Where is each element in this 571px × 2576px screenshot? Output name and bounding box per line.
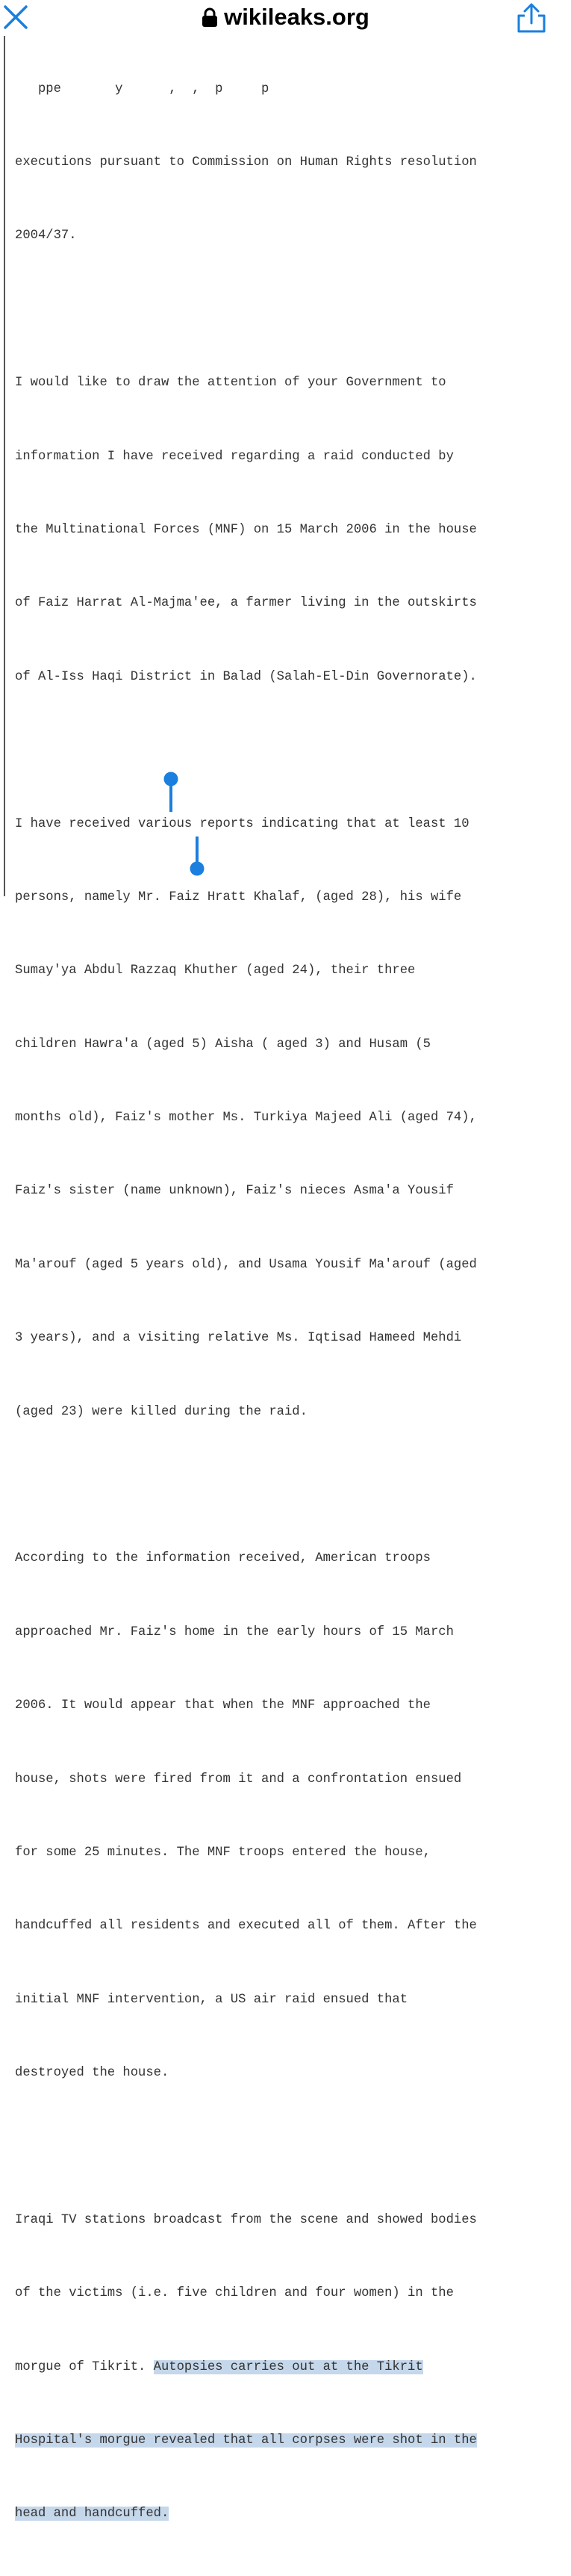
selected-text[interactable]: head and handcuffed. (15, 2507, 169, 2521)
text-line: information I have received regarding a raid conducted by (15, 449, 454, 464)
document-view[interactable] (0, 36, 571, 2521)
text-line: the Multinational Forces (MNF) on 15 March 2006 in the house (15, 522, 477, 537)
text-line: of Faiz Harrat Al-Majma'ee, a farmer living in the outskirts (15, 596, 477, 611)
text-line: destroyed the house. (15, 2066, 169, 2081)
text-span: morgue of Tikrit. (15, 2359, 154, 2374)
text-line: Ma'arouf (aged 5 years old), and Usama Yousif Ma'arouf (aged (15, 1257, 477, 1272)
address-bar[interactable] (0, 3, 571, 31)
text-line-with-selection (15, 2356, 567, 2380)
text-line: I would like to draw the attention of your Government to (15, 376, 446, 391)
selection-end-handle[interactable] (187, 835, 207, 877)
text-line: (aged 23) were killed during the raid. (15, 1404, 308, 1419)
share-icon[interactable] (515, 2, 548, 34)
text-line: According to the information received, American troops (15, 1551, 431, 1566)
document-text (15, 28, 567, 2576)
selected-text[interactable]: Autopsies carries out at the Tikrit (153, 2359, 423, 2374)
text-line: house, shots were fired from it and a confrontation ensued (15, 1772, 462, 1787)
url-text: wikileaks.org (224, 4, 369, 30)
text-line: of Al-Iss Haqi District in Balad (Salah-El-Din Governorate). (15, 669, 477, 684)
text-line: 2006. It would appear that when the MNF approached the (15, 1698, 431, 1713)
text-line: for some 25 minutes. The MNF troops entered the house, (15, 1845, 431, 1860)
browser-toolbar (0, 0, 571, 36)
text-line: I have received various reports indicating that at least 10 (15, 816, 469, 831)
text-line: 3 years), and a visiting relative Ms. Iqtisad Hameed Mehdi (15, 1331, 462, 1346)
text-line: initial MNF intervention, a US air raid ensued that (15, 1992, 408, 2007)
text-line: of the victims (i.e. five children and four women) in the (15, 2286, 454, 2301)
text-line: Faiz's sister (name unknown), Faiz's nieces Asma'a Yousif (15, 1184, 454, 1199)
cut-off-line: ppe y , , p p (15, 81, 269, 96)
selection-start-handle[interactable] (161, 772, 181, 813)
text-line: approached Mr. Faiz's home in the early hours of 15 March (15, 1624, 454, 1639)
lock-icon (202, 7, 218, 27)
text-line: Iraqi TV stations broadcast from the scene and showed bodies (15, 2212, 477, 2227)
text-line: persons, namely Mr. Faiz Hratt Khalaf, (aged 28), his wife (15, 890, 462, 904)
text-line: 2004/37. (15, 229, 77, 243)
text-line: children Hawra'a (aged 5) Aisha ( aged 3) and Husam (5 (15, 1037, 431, 1052)
text-line: Sumay'ya Abdul Razzaq Khuther (aged 24), their three (15, 963, 416, 978)
text-line: months old), Faiz's mother Ms. Turkiya Majeed Ali (aged 74), (15, 1111, 477, 1126)
text-line: executions pursuant to Commission on Human Rights resolution (15, 155, 477, 170)
selected-text[interactable]: Hospital's morgue revealed that all corpses were shot in the (15, 2433, 477, 2448)
text-line: handcuffed all residents and executed all of them. After the (15, 1919, 477, 1934)
page-edge-line (4, 36, 5, 896)
